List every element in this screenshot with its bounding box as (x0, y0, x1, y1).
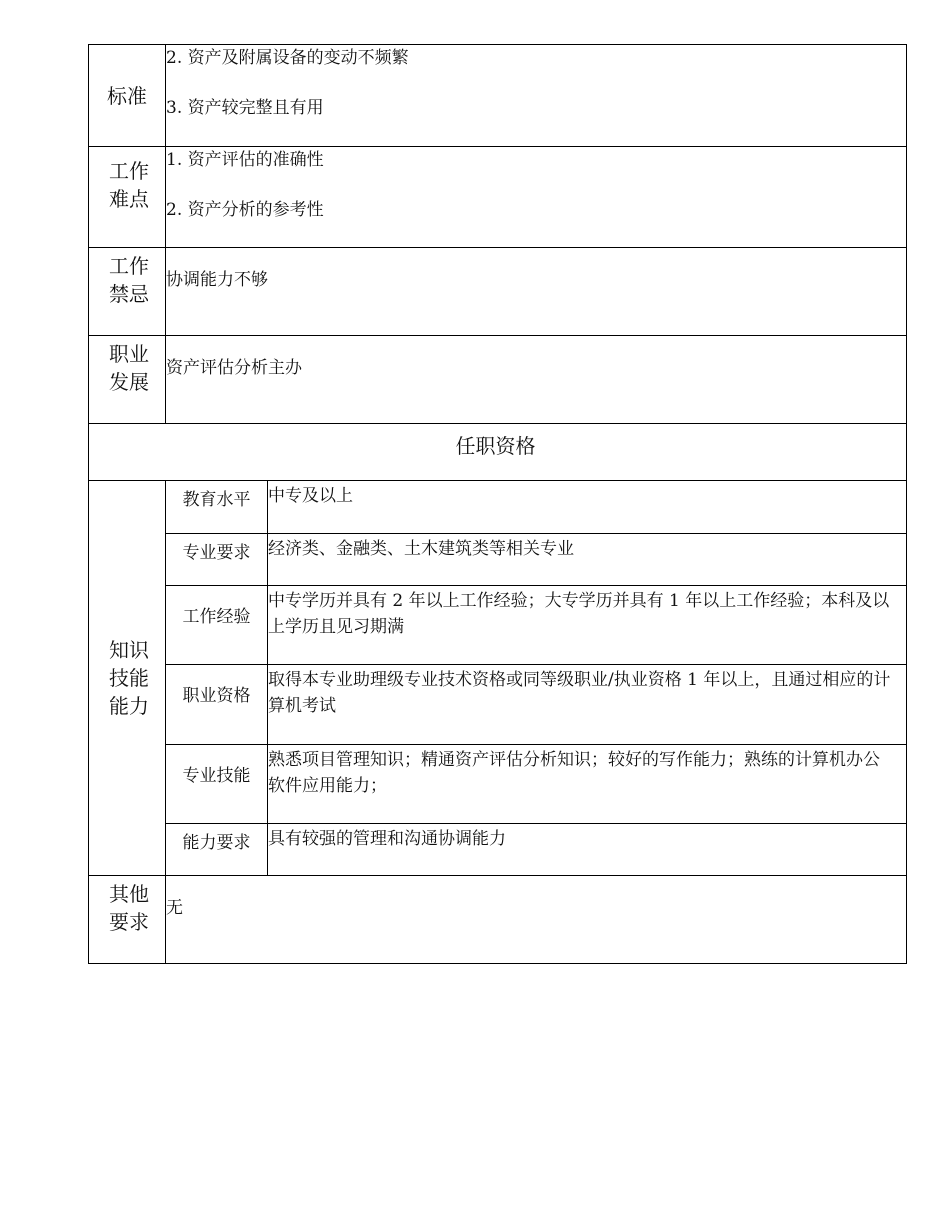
qualification-item-major (89, 534, 907, 586)
qual-label-ability (166, 824, 268, 876)
label-knowledge-skills (89, 481, 166, 876)
job-description-table (88, 44, 907, 964)
row-other (89, 876, 907, 964)
qual-label-education (166, 481, 268, 534)
qualification-item-skills (89, 745, 907, 824)
qual-label-major-text: 专业要求 (182, 543, 251, 563)
label-difficulty (89, 147, 166, 248)
qual-value-major (268, 534, 907, 586)
row-standard (89, 45, 907, 147)
other-text: 无 (166, 898, 183, 918)
content-standard (166, 45, 907, 147)
difficulty-line-1: 1. 资产评估的准确性 (166, 150, 324, 170)
label-career-text: 职业发展 (109, 342, 149, 394)
difficulty-line-2: 2. 资产分析的参考性 (166, 200, 324, 220)
qual-label-skills-text: 专业技能 (182, 766, 251, 786)
qual-label-experience-text: 工作经验 (182, 607, 251, 627)
qual-label-ability-text: 能力要求 (182, 833, 251, 853)
qual-value-certification-text: 取得本专业助理级专业技术资格或同等级职业/执业资格 1 年以上，且通过相应的计算机考试 (268, 670, 891, 716)
qual-label-education-text: 教育水平 (182, 490, 251, 510)
row-qualification-title (89, 424, 907, 481)
row-difficulty (89, 147, 907, 248)
qual-value-experience (268, 586, 907, 665)
label-other-text: 其他要求 (109, 882, 149, 934)
label-career (89, 336, 166, 424)
standard-line-2: 2. 资产及附属设备的变动不频繁 (166, 48, 409, 68)
label-taboo (89, 248, 166, 336)
qual-value-ability-text: 具有较强的管理和沟通协调能力 (268, 829, 506, 849)
label-standard (89, 45, 166, 147)
content-career (166, 336, 907, 424)
qual-label-major (166, 534, 268, 586)
standard-line-3: 3. 资产较完整且有用 (166, 98, 324, 118)
qual-value-experience-text: 中专学历并具有 2 年以上工作经验；大专学历并具有 1 年以上工作经验；本科及以上学历且见习期满 (268, 591, 890, 637)
qual-value-major-text: 经济类、金融类、土木建筑类等相关专业 (268, 539, 574, 559)
row-taboo (89, 248, 907, 336)
content-difficulty (166, 147, 907, 248)
qualification-item-certification (89, 665, 907, 745)
qual-value-ability (268, 824, 907, 876)
qualification-title-text: 任职资格 (455, 434, 536, 458)
label-knowledge-skills-text: 知识技能能力 (109, 638, 149, 718)
row-career (89, 336, 907, 424)
label-other (89, 876, 166, 964)
qual-value-skills-text: 熟悉项目管理知识；精通资产评估分析知识；较好的写作能力；熟练的计算机办公软件应用能力； (268, 750, 880, 796)
qual-label-skills (166, 745, 268, 824)
qualification-item-experience (89, 586, 907, 665)
qual-label-certification-text: 职业资格 (182, 686, 251, 706)
career-text: 资产评估分析主办 (166, 358, 302, 378)
label-taboo-text: 工作禁忌 (109, 254, 149, 306)
qual-label-certification (166, 665, 268, 745)
qualification-item-ability (89, 824, 907, 876)
taboo-text: 协调能力不够 (166, 270, 268, 290)
qual-value-education-text: 中专及以上 (268, 486, 353, 506)
content-taboo (166, 248, 907, 336)
qualification-item-education (89, 481, 907, 534)
qual-value-education (268, 481, 907, 534)
qual-value-certification (268, 665, 907, 745)
qual-value-skills (268, 745, 907, 824)
label-standard-text: 标准 (107, 83, 147, 108)
content-other (166, 876, 907, 964)
qualification-title (89, 424, 907, 481)
qual-label-experience (166, 586, 268, 665)
label-difficulty-text: 工作难点 (109, 159, 149, 211)
